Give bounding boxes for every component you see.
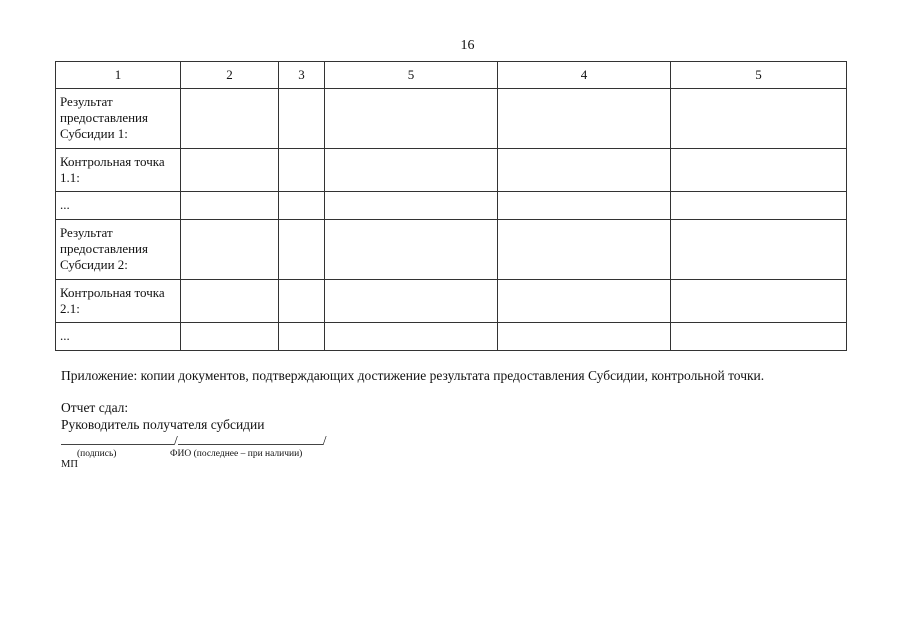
table-cell [181,89,279,149]
table-header-cell: 4 [498,62,671,89]
table-cell [325,192,498,220]
table-row [56,220,847,280]
table-cell [181,280,279,323]
row-label: ... [56,323,181,351]
table-cell [498,280,671,323]
table-cell [279,149,325,192]
table-cell [279,89,325,149]
separator: / [174,433,178,448]
appendix-note: Приложение: копии документов, подтверждающих достижение результата предоставления Субсидии, контрольной точки. [61,368,765,383]
table-cell [498,149,671,192]
row-label: Результат предоставления Субсидии 1: [56,89,181,149]
report-table [55,61,847,351]
table-cell [671,220,847,280]
table-row [56,280,847,323]
table-cell [325,323,498,351]
table-row [56,192,847,220]
table-header-row [56,62,847,89]
table-cell [181,192,279,220]
table-cell [325,149,498,192]
signature-caption: (подпись) [77,449,117,459]
table-cell [181,220,279,280]
table-header-cell: 5 [671,62,847,89]
row-label: ... [56,192,181,220]
table-cell [325,89,498,149]
table-row [56,149,847,192]
table-cell [279,280,325,323]
table-cell [325,280,498,323]
signature-block [61,399,265,433]
table-row [56,323,847,351]
page-number: 16 [460,38,475,53]
table-cell [181,323,279,351]
signature-line [61,433,327,449]
table-cell [671,192,847,220]
table-cell [181,149,279,192]
table-cell [671,323,847,351]
separator: / [322,433,327,448]
table-cell [279,192,325,220]
row-label: Результат предоставления Субсидии 2: [56,220,181,280]
table-header-cell: 3 [279,62,325,89]
table-cell [279,323,325,351]
table-cell [498,323,671,351]
table-row [56,89,847,149]
table-cell [498,192,671,220]
row-label: Контрольная точка 2.1: [56,280,181,323]
table-cell [671,89,847,149]
table-cell [498,220,671,280]
table-header-cell: 5 [325,62,498,89]
table-header-cell: 1 [56,62,181,89]
signature-blank [61,433,174,445]
table-cell [325,220,498,280]
row-label: Контрольная точка 1.1: [56,149,181,192]
name-caption: ФИО (последнее – при наличии) [170,449,303,459]
table-cell [498,89,671,149]
name-blank [178,433,323,445]
table-cell [671,149,847,192]
report-submitted-label: Отчет сдал: [61,400,129,415]
role-label: Руководитель получателя субсидии [61,417,265,432]
table-cell [279,220,325,280]
table-cell [671,280,847,323]
stamp-label: МП [61,459,78,470]
table-header-cell: 2 [181,62,279,89]
